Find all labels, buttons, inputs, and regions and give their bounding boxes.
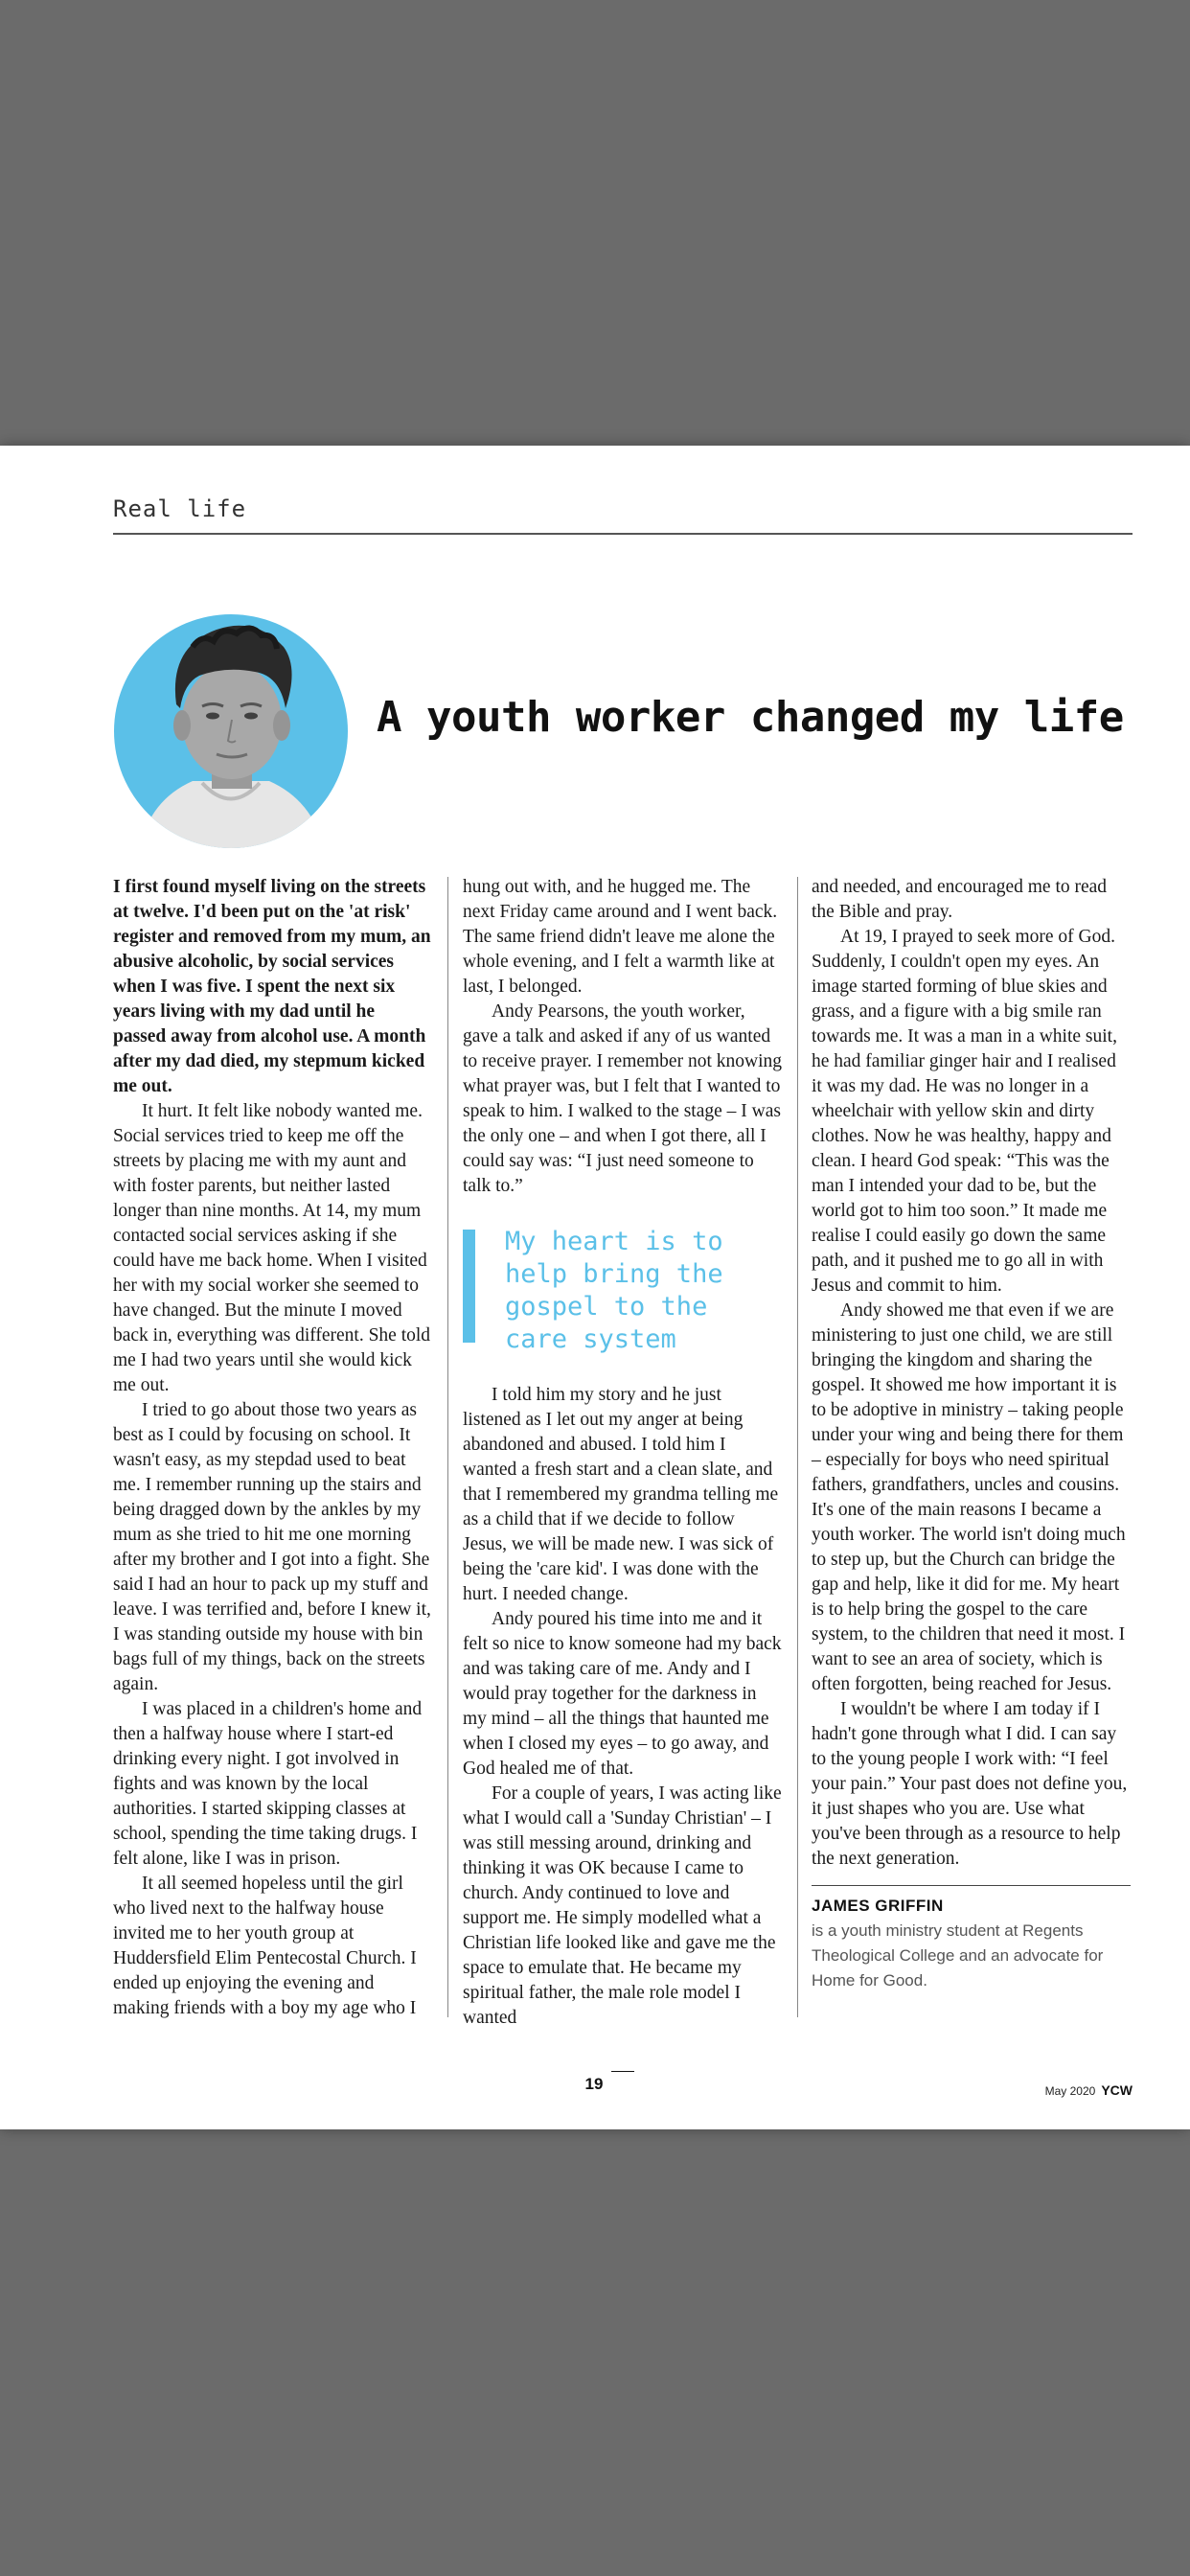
section-label: Real life: [113, 495, 247, 522]
body-paragraph: Andy poured his time into me and it felt so nice to know someone had my back and was taking care of me. Andy and I would pray together for the darkness in my mind – all the things that haunted me when I closed my eyes – to go away, and God healed me of that.: [463, 1609, 782, 1779]
body-paragraph: For a couple of years, I was acting like what I would call a 'Sunday Christian' – I was still messing around, drinking and thinking it was OK because I came to church. Andy continued to love and support me. He simply modelled what a Christian life looked like and gave me the space to emulate that. He became my spiritual father, the male role model I wanted: [463, 1783, 782, 2028]
column-3: [812, 875, 1131, 1993]
author-portrait: [111, 609, 351, 848]
column-divider: [447, 877, 448, 2017]
body-paragraph: hung out with, and he hugged me. The next Friday came around and I went back. The same friend didn't leave me alone the whole evening, and I felt a warmth like at last, I belonged.: [463, 877, 778, 997]
body-paragraph: I tried to go about those two years as best as I could by focusing on school. It wasn't easy, as my stepdad used to beat me. I remember running up the stairs and being dragged down by the ankles by my mum as she tried to hit me one morning after my brother and I got into a fight. She said I had an hour to pack up my stuff and leave. I was terrified and, before I knew it, I was standing outside my house with bin bags full of my things, back on the streets again.: [113, 1400, 431, 1694]
header-rule: [113, 533, 1133, 535]
author-name: JAMES GRIFFIN: [812, 1897, 944, 1915]
body-paragraph: Andy showed me that even if we are ministering to just one child, we are still bringing the kingdom and sharing the gospel. It showed me how important it is to be adoptive in ministry – taking people under your wing and being there for them – especially for boys who need spiritual fathers, grandfathers, uncles and cousins. It's one of the main reasons I became a youth worker. The world isn't doing much to step up, but the Church can bridge the gap and help, like it did for me. My heart is to help bring the gospel to the care system, to the children that need it most. I want to see an area of society, which is often forgotten, being reached for Jesus.: [812, 1300, 1126, 1694]
magazine-page: [0, 446, 1190, 2129]
body-paragraph: I wouldn't be where I am today if I hadn't gone through what I did. I can say to the young people I work with: “I feel your pain.” Your past does not define you, it just shapes who you are. Use what you've been through as a resource to help the next generation.: [812, 1699, 1128, 1869]
body-paragraph: At 19, I prayed to seek more of God. Suddenly, I couldn't open my eyes. An image started forming of blue skies and grass, and a figure with a big smile ran towards me. It was a man in a white suit, he had familiar ginger hair and I realised it was my dad. He was no longer in a wheelchair with yellow skin and dirty clothes. Now he was healthy, happy and clean. I heard God speak: “This was the man I intended your dad to be, but the world got to him too soon.” It made me realise I could easily go down the same path, and it pushed me to go all in with Jesus and commit to him.: [812, 927, 1117, 1296]
body-paragraph: It all seemed hopeless until the girl who lived next to the halfway house invited me to her youth group at Huddersfield Elim Pentecostal Church. I ended up enjoying the evening and making friends with a boy my age who I: [113, 1874, 417, 2018]
issue-date: [1045, 2082, 1133, 2098]
issue-date-text: May 2020: [1044, 2084, 1096, 2098]
column-divider: [797, 877, 798, 2017]
intro-paragraph: I first found myself living on the streets at twelve. I'd been put on the 'at risk' register and removed from my mum, an abusive alcoholic, by social services when I was five. I spent the next six years living with my dad until he passed away from alcohol use. A month after my dad died, my stepmum kicked me out.: [113, 877, 431, 1096]
body-paragraph: Andy Pearsons, the youth worker, gave a talk and asked if any of us wanted to receive prayer. I remember not knowing what prayer was, but I felt that I wanted to speak to him. I walked to the stage – I was the only one – and when I got there, all I could say was: “I just need someone to talk to.”: [463, 1001, 782, 1196]
article-title: A youth worker changed my life: [377, 693, 1124, 742]
column-2: [463, 875, 782, 2031]
body-paragraph: and needed, and encouraged me to read the Bible and pray.: [812, 877, 1108, 922]
body-paragraph: I was placed in a children's home and then a halfway house where I start-ed drinking every night. I got involved in fights and was known by the local authorities. I started skipping classes at school, spending the time taking drugs. I felt alone, like I was in prison.: [113, 1699, 423, 1869]
author-bio: is a youth ministry student at Regents Theological College and an advocate for Home for Good.: [812, 1921, 1104, 1990]
body-paragraph: I told him my story and he just listened as I let out my anger at being abandoned and abused. I told him I wanted a fresh start and a clean slate, and that I remembered my grandma telling me as a child that if we decide to follow Jesus, we will be made new. I was sick of being the 'care kid'. I was done with the hurt. I needed change.: [463, 1385, 779, 1604]
body-paragraph: It hurt. It felt like nobody wanted me. Social services tried to keep me off the streets by placing me with my aunt and with foster parents, but neither lasted longer than nine months. At 14, my mum contacted social services asking if she could have me back home. When I visited her with my social worker she seemed to have changed. But the minute I moved back in, everything was different. She told me I had two years until she would kick me out.: [113, 1101, 431, 1395]
pull-quote-bar: [463, 1230, 475, 1343]
page-number-rule: [611, 2071, 634, 2072]
brand-logo: YCW: [1101, 2082, 1133, 2098]
column-1: [113, 875, 432, 2021]
pull-quote-text: My heart is to help bring the gospel to the care system: [505, 1227, 723, 1354]
bio-rule: [812, 1885, 1131, 1886]
page-number: 19: [584, 2075, 604, 2093]
pull-quote: [463, 1226, 782, 1356]
